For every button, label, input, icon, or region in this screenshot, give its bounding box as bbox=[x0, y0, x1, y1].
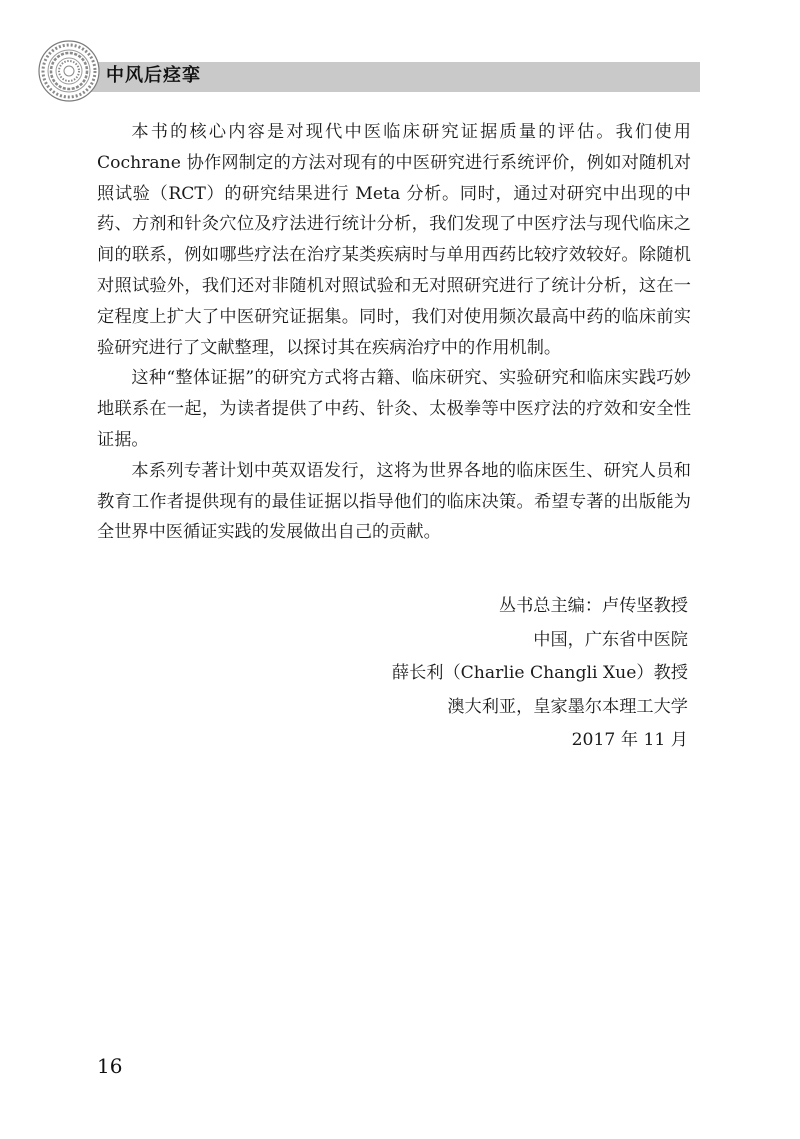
signature-professor: 薛长利（Charlie Changli Xue）教授 bbox=[391, 663, 688, 683]
paragraph-holistic-evidence: 这种“整体证据”的研究方式将古籍、临床研究、实验研究和临床实践巧妙地联系在一起，为读者提供了中药、针灸、太极拳等中医疗法的疗效和安全性证据。 bbox=[97, 368, 691, 450]
signature-chief-editor: 丛书总主编：卢传坚教授 bbox=[498, 596, 688, 616]
paragraph-bilingual-series: 本系列专著计划中英双语发行，这将为世界各地的临床医生、研究人员和教育工作者提供现有的最佳证据以指导他们的临床决策。希望专著的出版能为全世界中医循证实践的发展做出自己的贡献。 bbox=[97, 460, 691, 543]
running-header bbox=[0, 0, 800, 110]
signature-date: 2017 年 11 月 bbox=[571, 730, 688, 750]
signature-affiliation-2: 澳大利亚，皇家墨尔本理工大学 bbox=[447, 696, 688, 717]
ornamental-rosette-icon bbox=[38, 40, 100, 102]
body-text bbox=[97, 117, 691, 548]
signature-block bbox=[392, 590, 688, 758]
paragraph-core-content: 本书的核心内容是对现代中医临床研究证据质量的评估。我们使用Cochrane 协作网制定的方法对现有的中医研究进行系统评价，例如对随机对照试验（RCT）的研究结果进行 Meta 分析。同时，通过对研究中出现的中药、方剂和针灸穴位及疗法进行统计分析，我们发现了中医疗法与现代临床之间的联系，例如哪些疗法在治疗某类疾病时与单用西药比较疗效较好。除随机对照试验外，我们还对非随机对照试验和无对照研究进行了统计分析，这在一定程度上扩大了中医研究证据集。同时，我们对使用频次最高中药的临床前实验研究进行了文献整理，以探讨其在疾病治疗中的作用机制。 bbox=[97, 122, 691, 358]
running-header-title: 中风后痉挛 bbox=[106, 65, 201, 86]
signature-affiliation-1: 中国，广东省中医院 bbox=[533, 629, 688, 650]
page-number: 16 bbox=[97, 1054, 123, 1078]
